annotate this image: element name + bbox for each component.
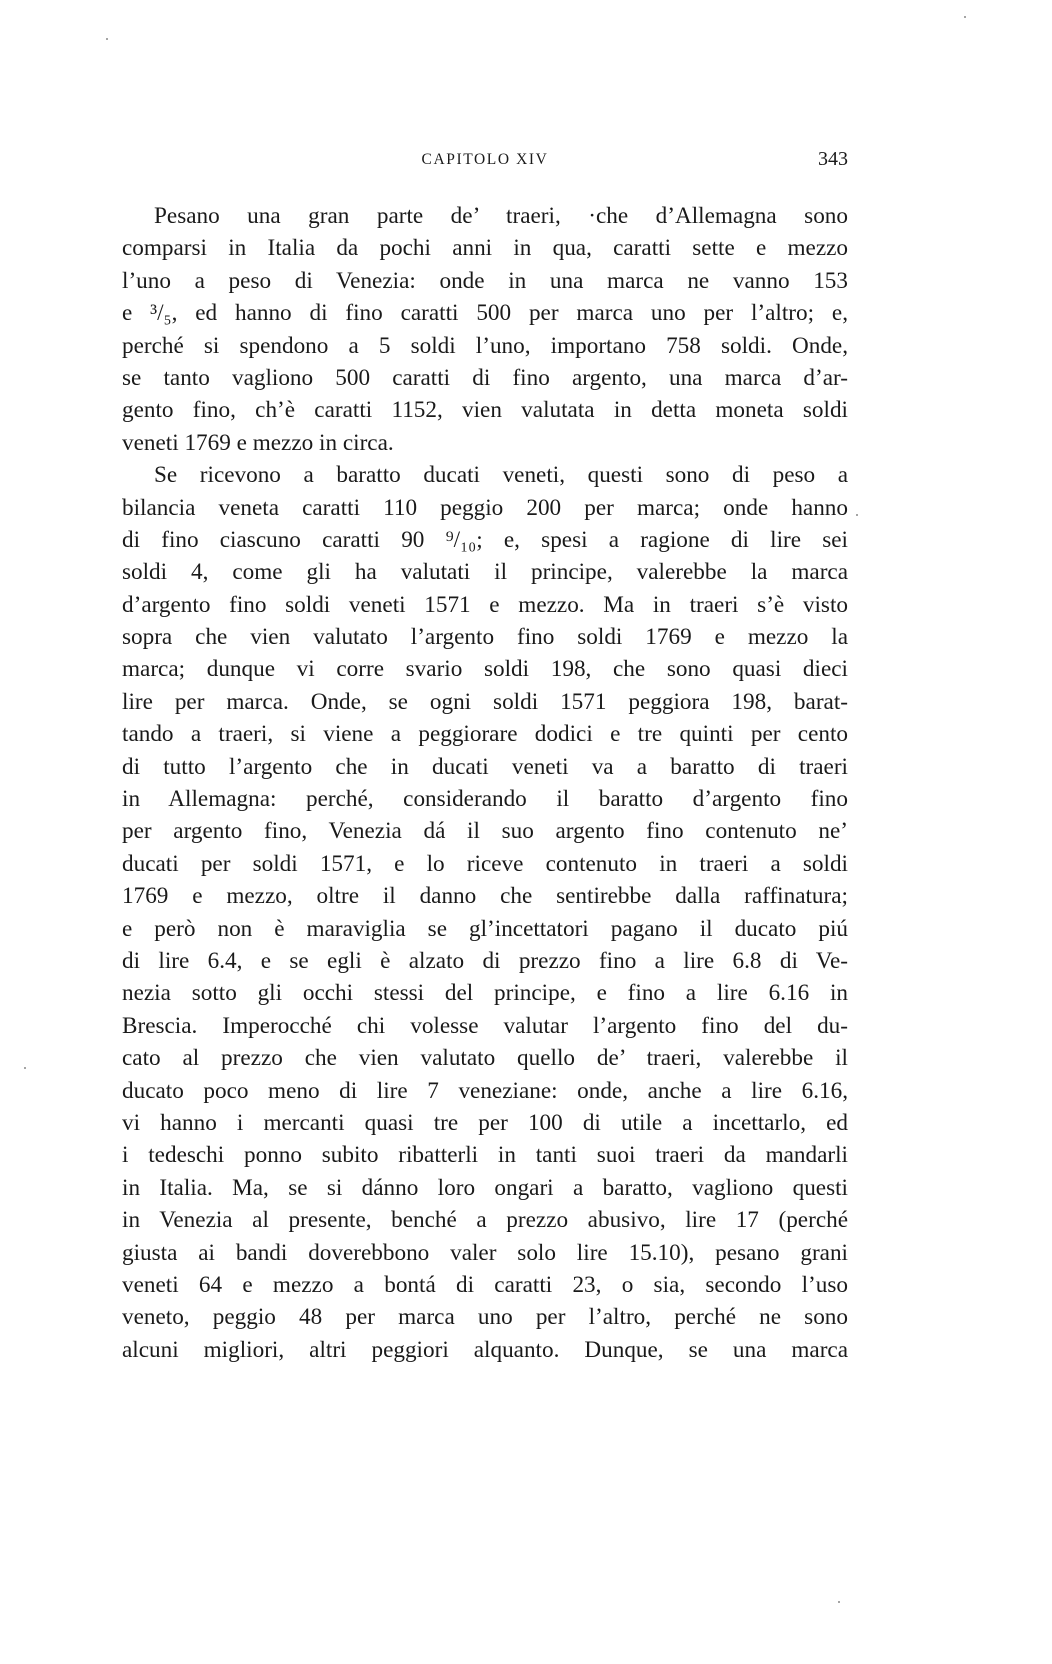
text-line: Se ricevono a baratto ducati veneti, questi sono di peso a (154, 462, 848, 489)
text-line: vi hanno i mercanti quasi tre per 100 di utile a incettarlo, ed (122, 1109, 848, 1136)
text-line: e però non è maraviglia se gl’incettatori pagano il ducato piú (122, 915, 848, 942)
text-line: per argento fino, Venezia dá il suo argento fino contenuto ne’ (122, 818, 848, 845)
scan-speck (24, 1067, 26, 1069)
text-line: ducato poco meno di lire 7 veneziane: onde, anche a lire 6.16, (122, 1077, 848, 1104)
scan-speck (838, 1601, 840, 1603)
paragraph-2 (122, 459, 848, 1366)
text-line: gento fino, ch’è caratti 1152, vien valutata in detta moneta soldi (122, 397, 848, 424)
chapter-title: CAPITOLO XIV (421, 151, 549, 168)
text-line: i tedeschi ponno subito ribatterli in tanti suoi traeri da mandarli (122, 1142, 848, 1169)
text-line: veneti 1769 e mezzo in circa. (122, 429, 394, 456)
text-line: in Italia. Ma, se si dánno loro ongari a baratto, vagliono questi (122, 1174, 848, 1201)
text-line: Pesano una gran parte de’ traeri, ·che d’Allemagna sono (154, 203, 848, 229)
scan-speck (856, 514, 858, 516)
text-line: alcuni migliori, altri peggiori alquanto. Dunque, se una marca (122, 1336, 848, 1363)
scan-speck (106, 38, 108, 40)
text-line: in Allemagna: perché, considerando il baratto d’argento fino (122, 786, 848, 813)
text-line: di lire 6.4, e se egli è alzato di prezzo fino a lire 6.8 di Ve- (122, 947, 848, 974)
text-line: di tutto l’argento che in ducati veneti va a baratto di traeri (122, 753, 848, 780)
text-line: cato al prezzo che vien valutato quello de’ traeri, valerebbe il (122, 1045, 848, 1072)
page-number: 343 (818, 148, 848, 170)
text-line: veneto, peggio 48 per marca uno per l’altro, perché ne sono (122, 1304, 848, 1331)
text-line: e ³/₅, ed hanno di fino caratti 500 per marca uno per l’altro; e, (122, 300, 848, 327)
text-line: nezia sotto gli occhi stessi del principe, e fino a lire 6.16 in (122, 980, 848, 1007)
text-line: in Venezia al presente, benché a prezzo abusivo, lire 17 (perché (122, 1207, 848, 1234)
running-head (122, 148, 848, 172)
text-line: se tanto vagliono 500 caratti di fino argento, una marca d’ar- (122, 364, 848, 391)
text-line: tando a traeri, si viene a peggiorare dodici e tre quinti per cento (122, 721, 848, 748)
text-line: l’uno a peso di Venezia: onde in una marca ne vanno 153 (122, 267, 848, 294)
text-line: lire per marca. Onde, se ogni soldi 1571 peggiora 198, barat- (122, 688, 848, 715)
text-line: d’argento fino soldi veneti 1571 e mezzo. Ma in traeri s’è visto (122, 591, 848, 618)
text-line: sopra che vien valutato l’argento fino soldi 1769 e mezzo la (122, 624, 848, 651)
text-line: 1769 e mezzo, oltre il danno che sentirebbe dalla raffinatura; (122, 883, 848, 910)
text-line: giusta ai bandi doverebbono valer solo lire 15.10), pesano grani (122, 1239, 848, 1266)
scan-speck (964, 16, 966, 18)
text-line: Brescia. Imperocché chi volesse valutar l’argento fino del du- (122, 1012, 848, 1039)
text-line: bilancia veneta caratti 110 peggio 200 per marca; onde hanno (122, 494, 848, 521)
text-line: comparsi in Italia da pochi anni in qua, caratti sette e mezzo (122, 235, 848, 262)
text-line: marca; dunque vi corre svario soldi 198, che sono quasi dieci (122, 656, 848, 683)
text-line: ducati per soldi 1571, e lo riceve contenuto in traeri a soldi (122, 850, 848, 877)
text-line: soldi 4, come gli ha valutati il principe, valerebbe la marca (122, 559, 848, 586)
text-line: di fino ciascuno caratti 90 ⁹/₁₀; e, spesi a ragione di lire sei (122, 526, 848, 553)
text-line: perché si spendono a 5 soldi l’uno, importano 758 soldi. Onde, (122, 332, 848, 359)
body-text (122, 200, 848, 1366)
text-line: veneti 64 e mezzo a bontá di caratti 23, o sia, secondo l’uso (122, 1271, 848, 1298)
paragraph-1 (122, 200, 848, 459)
